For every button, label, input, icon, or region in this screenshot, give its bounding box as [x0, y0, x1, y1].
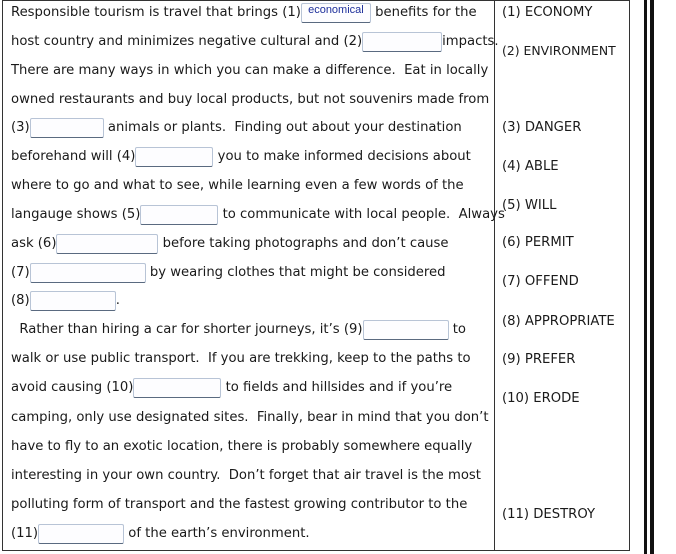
passage-text: where to go and what to see, while learning even a few words of the: [11, 178, 464, 193]
root-word-8: (8) APPROPRIATE: [502, 314, 615, 329]
root-word-5: (5) WILL: [502, 198, 557, 213]
passage-text: impacts.: [442, 34, 499, 49]
passage-line: [11, 118, 462, 138]
passage-line: [11, 90, 489, 110]
passage-line: [11, 320, 466, 340]
passage-line: [11, 291, 120, 311]
answer-field-1[interactable]: economical: [301, 3, 371, 23]
passage-text: Rather than hiring a car for shorter journeys, it’s (9): [11, 322, 363, 337]
passage-line: [11, 176, 464, 196]
passage-line: [11, 524, 310, 544]
passage-line: [11, 408, 489, 428]
passage-text: to fields and hillsides and if you’re: [221, 380, 453, 395]
passage-text: you to make informed decisions about: [213, 149, 471, 164]
passage-line: [11, 495, 467, 515]
root-word-1: (1) ECONOMY: [502, 5, 593, 20]
passage-text: walk or use public transport. If you are trekking, keep to the paths to: [11, 351, 471, 366]
passage-text: before taking photographs and don’t cause: [158, 236, 449, 251]
passage-text: host country and minimizes negative cultural and (2): [11, 34, 363, 49]
answer-field-6[interactable]: [56, 234, 158, 254]
passage-text: langauge shows (5): [11, 207, 141, 222]
answer-field-9[interactable]: [363, 320, 449, 340]
window-edge-bar-outer: [650, 0, 654, 554]
passage-text: interesting in your own country. Don’t forget that air travel is the most: [11, 468, 481, 483]
answer-field-3[interactable]: [30, 118, 104, 138]
passage-text: have to fly to an exotic location, there is probably somewhere equally: [11, 439, 473, 454]
passage-text: .: [115, 293, 120, 308]
root-word-2: (2) ENVIRONMENT: [502, 43, 616, 58]
passage-text: Responsible tourism is travel that brings (1): [11, 5, 301, 20]
root-word-10: (10) ERODE: [502, 391, 580, 406]
passage-line: [11, 205, 505, 225]
passage-line: [11, 61, 488, 81]
root-word-3: (3) DANGER: [502, 120, 582, 135]
passage-text: There are many ways in which you can make a difference. Eat in locally: [11, 63, 489, 78]
passage-line: [11, 263, 445, 283]
root-word-9: (9) PREFER: [502, 352, 576, 367]
passage-text: of the earth’s environment.: [124, 526, 310, 541]
passage-text: polluting form of transport and the fastest growing contributor to the: [11, 497, 468, 512]
passage-text: animals or plants. Finding out about your destination: [103, 120, 462, 135]
answer-field-11[interactable]: [38, 524, 124, 544]
passage-line: [11, 3, 477, 23]
window-edge-bar: [644, 0, 647, 554]
root-word-7: (7) OFFEND: [502, 274, 579, 289]
passage-text: ask (6): [11, 236, 57, 251]
root-word-11: (11) DESTROY: [502, 507, 596, 522]
passage-line: [11, 234, 449, 254]
passage-text: (8): [11, 293, 30, 308]
answer-field-4[interactable]: [135, 147, 213, 167]
passage-line: [11, 378, 452, 398]
passage-text: (3): [11, 120, 30, 135]
passage-line: [11, 437, 472, 457]
passage-text: beforehand will (4): [11, 149, 136, 164]
passage-text: to: [448, 322, 466, 337]
column-divider: [494, 0, 495, 551]
answer-field-7[interactable]: [30, 263, 146, 283]
passage-text: (11): [11, 526, 39, 541]
passage-text: benefits for the: [370, 5, 477, 20]
passage-line: [11, 147, 471, 167]
passage-text: avoid causing (10): [11, 380, 134, 395]
passage-text: owned restaurants and buy local products, but not souvenirs made from: [11, 92, 490, 107]
passage-text: to communicate with local people. Always: [218, 207, 505, 222]
passage-line: [11, 349, 471, 369]
answer-field-5[interactable]: [140, 205, 218, 225]
passage-text: (7): [11, 265, 30, 280]
passage-text: by wearing clothes that might be considered: [145, 265, 446, 280]
answer-field-10[interactable]: [133, 378, 221, 398]
passage-line: [11, 32, 499, 52]
root-word-4: (4) ABLE: [502, 159, 559, 174]
passage-line: [11, 466, 481, 486]
passage-text: camping, only use designated sites. Finally, bear in mind that you don’t: [11, 410, 489, 425]
root-word-6: (6) PERMIT: [502, 235, 574, 250]
answer-field-8[interactable]: [30, 291, 116, 311]
answer-field-2[interactable]: [362, 32, 442, 52]
